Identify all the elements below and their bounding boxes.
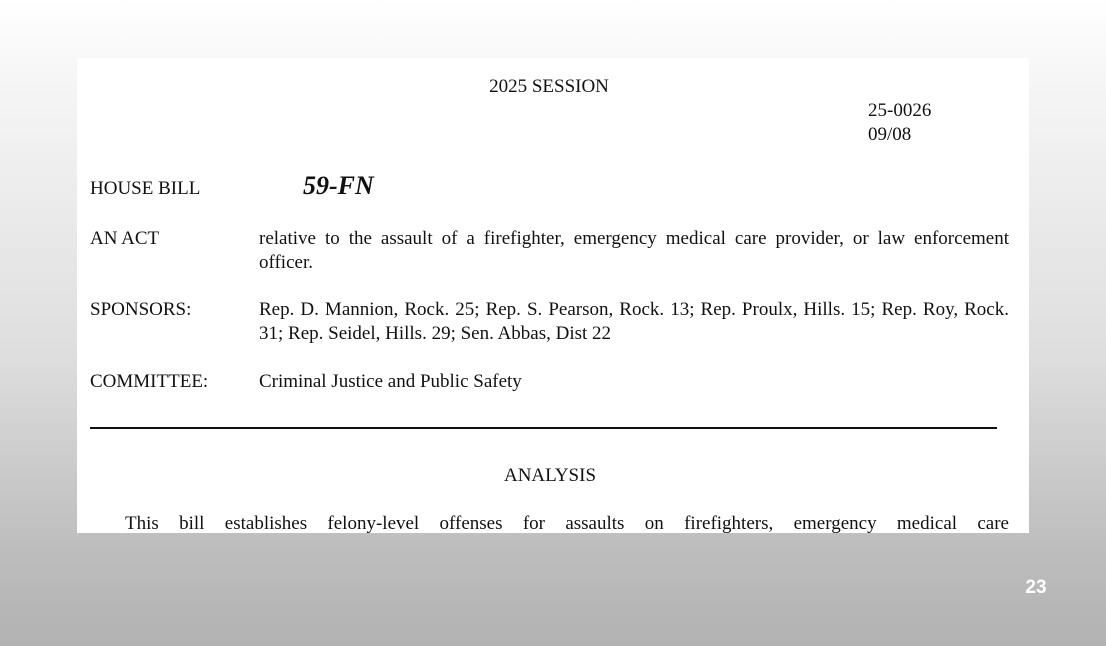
bill-label: HOUSE BILL — [90, 178, 201, 199]
analysis-heading: ANALYSIS — [503, 465, 597, 486]
document-number: 25-0026 — [868, 100, 932, 121]
section-divider — [90, 427, 997, 429]
session-heading: 2025 SESSION — [489, 76, 609, 97]
analysis-text: This bill establishes felony-level offenses for assaults on firefighters, emergency medical care — [125, 513, 1009, 533]
bill-document-page — [77, 58, 1029, 533]
sponsors-label: SPONSORS: — [90, 299, 192, 320]
bill-number: 59-FN — [303, 171, 374, 200]
slide-page-number: 23 — [1025, 577, 1047, 598]
committee-name: Criminal Justice and Public Safety — [259, 371, 522, 392]
act-description: relative to the assault of a firefighter, emergency medical care provider, or law enforcement officer. — [259, 228, 1009, 273]
sponsors-list: Rep. D. Mannion, Rock. 25; Rep. S. Pearson, Rock. 13; Rep. Proulx, Hills. 15; Rep. Roy, Rock. 31; Rep. Seidel, Hills. 29; Sen. Abbas, Dist 22 — [259, 299, 1009, 344]
act-label: AN ACT — [90, 228, 160, 249]
committee-label: COMMITTEE: — [90, 371, 209, 392]
document-date: 09/08 — [868, 124, 912, 145]
